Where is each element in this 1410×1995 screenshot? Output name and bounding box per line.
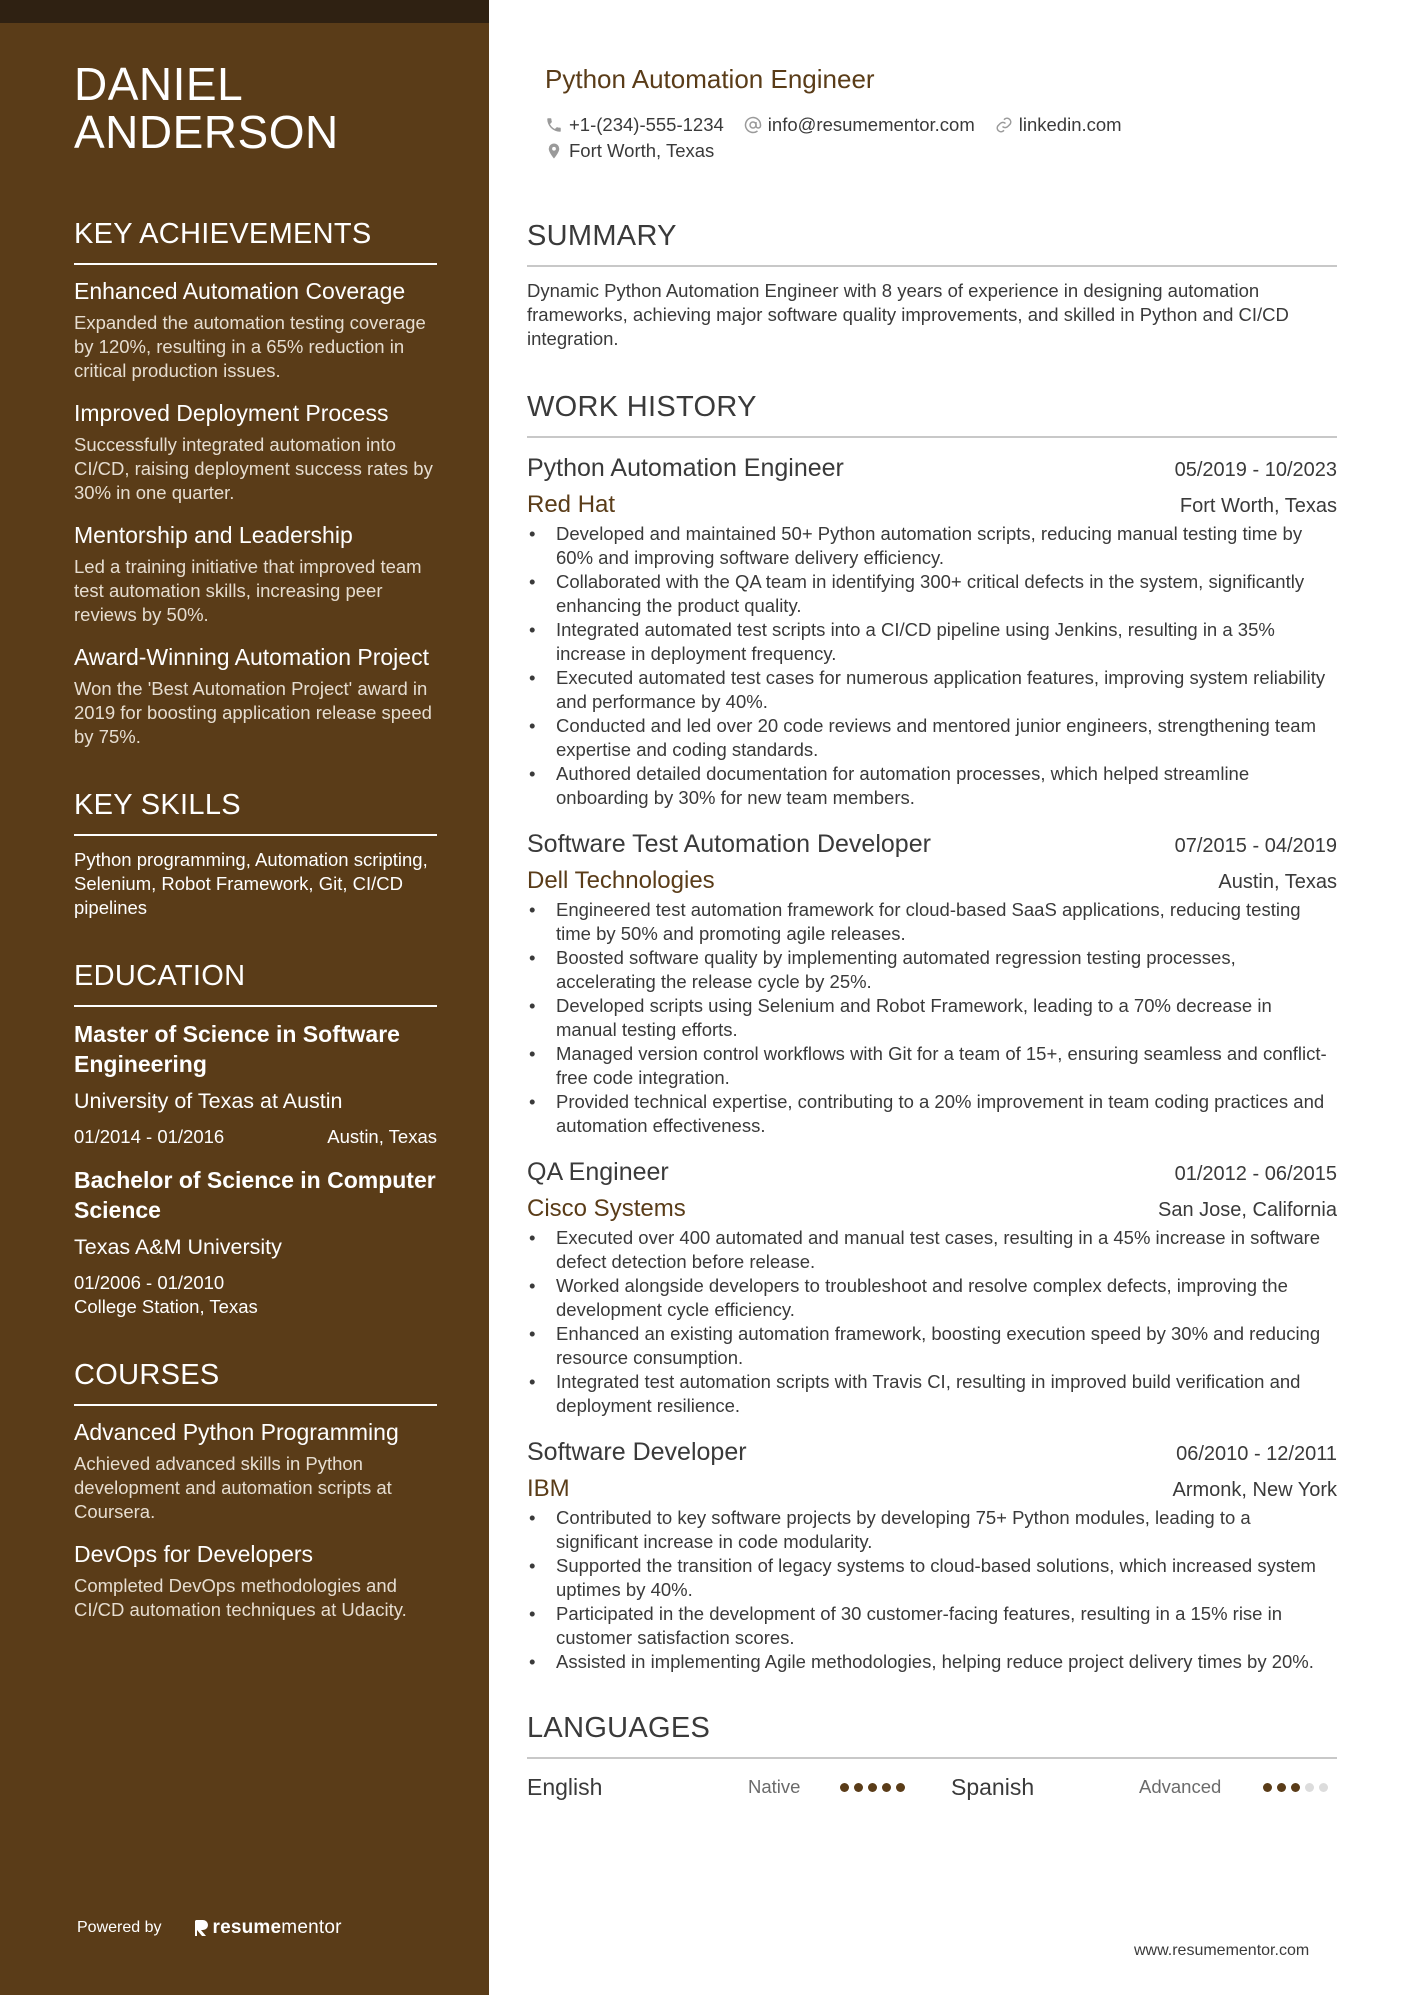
achievement-desc: Won the 'Best Automation Project' award in 2019 for boosting application release speed by 75%. — [74, 678, 432, 747]
achievement-desc: Led a training initiative that improved team test automation skills, increasing peer reviews by 50%. — [74, 556, 422, 625]
languages-heading: LANGUAGES — [527, 1712, 1337, 1759]
job-bullets — [527, 898, 1337, 1138]
job-location: San Jose, California — [1158, 1199, 1337, 1221]
job-dates: 01/2012 - 06/2015 — [1174, 1163, 1337, 1185]
job-bullet: • Developed scripts using Selenium and Robot Framework, leading to a 70% decrease in manual testing efforts. — [527, 994, 1337, 1042]
sidebar — [0, 0, 489, 1995]
education-degree: Bachelor of Science in Computer Science — [74, 1167, 436, 1223]
achievement-desc: Successfully integrated automation into CI/CD, raising deployment success rates by 30% in one quarter. — [74, 434, 433, 503]
job-header — [527, 1156, 1337, 1188]
job-location: Fort Worth, Texas — [1179, 495, 1337, 517]
powered-by — [77, 1917, 342, 1939]
resumementor-logo-icon — [194, 1919, 209, 1937]
language-level: Native — [748, 1776, 801, 1797]
achievement-desc: Expanded the automation testing coverage by 120%, resulting in a 65% reduction in critical production issues. — [74, 312, 426, 381]
phone-icon — [545, 116, 563, 134]
job-role: Software Test Automation Developer — [527, 830, 931, 858]
job-bullet: • Supported the transition of legacy systems to cloud-based solutions, which increased system uptimes by 40%. — [527, 1554, 1337, 1602]
education-dates: 01/2006 - 01/2010 — [74, 1272, 225, 1293]
job-bullet: • Conducted and led over 20 code reviews and mentored junior engineers, strengthening team expertise and coding standards. — [527, 714, 1337, 762]
job-entry — [527, 452, 1337, 810]
job-header — [527, 828, 1337, 860]
courses-section — [74, 1359, 437, 1622]
language-proficiency-dots — [1263, 1783, 1333, 1792]
job-bullet: • Integrated automated test scripts into a CI/CD pipeline using Jenkins, resulting in a 35% increase in deployment frequency. — [527, 618, 1337, 666]
sidebar-content — [74, 60, 437, 1622]
job-role: Python Automation Engineer — [527, 454, 844, 482]
name-first: DANIEL — [74, 58, 244, 110]
contact-phone[interactable] — [545, 114, 724, 136]
job-bullet: • Boosted software quality by implementing automated regression testing processes, accelerating the release cycle by 25%. — [527, 946, 1337, 994]
contact-location — [545, 140, 714, 162]
job-subheader — [527, 1194, 1337, 1224]
job-bullet: • Worked alongside developers to troubleshoot and resolve complex defects, improving the development cycle efficiency. — [527, 1274, 1337, 1322]
achievements-heading: KEY ACHIEVEMENTS — [74, 218, 437, 265]
job-bullet: • Collaborated with the QA team in identifying 300+ critical defects in the system, significantly enhancing the product quality. — [527, 570, 1337, 618]
summary-section — [527, 220, 1337, 351]
education-degree: Master of Science in Software Engineering — [74, 1021, 400, 1077]
contact-info — [545, 112, 1325, 164]
language-level: Advanced — [1139, 1776, 1222, 1797]
job-role: QA Engineer — [527, 1158, 669, 1186]
course-item — [74, 1540, 437, 1622]
job-header — [527, 452, 1337, 484]
at-sign-icon — [744, 116, 762, 134]
education-item — [74, 1165, 437, 1319]
job-dates: 06/2010 - 12/2011 — [1176, 1443, 1337, 1465]
job-bullets — [527, 522, 1337, 810]
proficiency-dot-empty — [1305, 1783, 1314, 1792]
logo-brand-bold: resume — [212, 1917, 282, 1938]
education-heading: EDUCATION — [74, 960, 437, 1007]
proficiency-dot-filled — [882, 1783, 891, 1792]
job-entry — [527, 1436, 1337, 1674]
job-company: Cisco Systems — [527, 1195, 686, 1222]
job-location: Austin, Texas — [1218, 871, 1337, 893]
main-content — [527, 220, 1337, 1803]
language-proficiency-dots — [840, 1783, 910, 1792]
job-bullet: • Authored detailed documentation for automation processes, which helped streamline onboarding by 30% for new team members. — [527, 762, 1337, 810]
job-bullet: • Contributed to key software projects by developing 75+ Python modules, leading to a significant increase in code modularity. — [527, 1506, 1337, 1554]
work-history-heading: WORK HISTORY — [527, 391, 1337, 438]
course-desc: Completed DevOps methodologies and CI/CD automation techniques at Udacity. — [74, 1575, 407, 1620]
education-dates: 01/2014 - 01/2016 — [74, 1126, 225, 1147]
proficiency-dot-filled — [896, 1783, 905, 1792]
job-company: IBM — [527, 1475, 570, 1502]
job-bullet: • Integrated test automation scripts with Travis CI, resulting in improved build verification and deployment resilience. — [527, 1370, 1337, 1418]
skills-heading: KEY SKILLS — [74, 789, 437, 836]
course-item — [74, 1418, 437, 1524]
job-entry — [527, 828, 1337, 1138]
achievements-section — [74, 218, 437, 749]
language-name: English — [527, 1773, 603, 1800]
resumementor-logo[interactable] — [194, 1917, 342, 1939]
email-text: info@resumementor.com — [767, 114, 975, 135]
achievement-item — [74, 399, 437, 505]
logo-brand-light: mentor — [281, 1917, 342, 1938]
job-subheader — [527, 866, 1337, 896]
job-bullets — [527, 1226, 1337, 1418]
contact-email[interactable] — [744, 114, 975, 136]
job-location: Armonk, New York — [1172, 1479, 1337, 1501]
achievement-item — [74, 521, 437, 627]
education-meta — [74, 1125, 437, 1149]
achievement-item — [74, 643, 437, 749]
headline: Python Automation Engineer — [545, 64, 875, 94]
job-bullet: • Managed version control workflows with Git for a team of 15+, ensuring seamless and conflict-free code integration. — [527, 1042, 1337, 1090]
achievement-title: Mentorship and Leadership — [74, 522, 353, 548]
contact-row — [545, 112, 1325, 138]
course-title: DevOps for Developers — [74, 1541, 314, 1567]
job-company: Red Hat — [527, 491, 616, 518]
achievement-title: Enhanced Automation Coverage — [74, 278, 406, 304]
education-meta — [74, 1271, 437, 1319]
proficiency-dot-filled — [1291, 1783, 1300, 1792]
job-bullet: • Assisted in implementing Agile methodologies, helping reduce project delivery times by 20%. — [527, 1650, 1337, 1674]
work-history-section — [527, 391, 1337, 1674]
job-bullet: • Executed automated test cases for numerous application features, improving system reliability and performance by 40%. — [527, 666, 1337, 714]
education-location: Austin, Texas — [327, 1126, 437, 1147]
language-item — [527, 1774, 951, 1801]
phone-text: +1-(234)-555-1234 — [569, 114, 724, 135]
education-school: Texas A&M University — [74, 1235, 282, 1259]
proficiency-dot-filled — [1263, 1783, 1272, 1792]
proficiency-dot-filled — [1277, 1783, 1286, 1792]
job-company: Dell Technologies — [527, 867, 715, 894]
summary-text: Dynamic Python Automation Engineer with 8 years of experience in designing automation frameworks, achieving major software quality improvements, and skilled in Python and CI/CD integration. — [527, 280, 1289, 349]
location-text: Fort Worth, Texas — [569, 140, 715, 161]
proficiency-dot-filled — [840, 1783, 849, 1792]
job-bullet: • Participated in the development of 30 customer-facing features, resulting in a 15% rise in customer satisfaction scores. — [527, 1602, 1337, 1650]
linkedin-text: linkedin.com — [1018, 114, 1122, 135]
language-item — [951, 1774, 1337, 1801]
job-bullet: • Engineered test automation framework for cloud-based SaaS applications, reducing testing time by 50% and promoting agile releases. — [527, 898, 1337, 946]
language-name: Spanish — [951, 1773, 1035, 1800]
job-dates: 05/2019 - 10/2023 — [1174, 459, 1337, 481]
name-last: ANDERSON — [74, 106, 339, 158]
education-location: College Station, Texas — [74, 1296, 258, 1317]
contact-linkedin[interactable] — [995, 114, 1122, 136]
link-icon — [995, 116, 1013, 134]
education-item — [74, 1019, 437, 1149]
job-bullet: • Executed over 400 automated and manual test cases, resulting in a 45% increase in software defect detection before release. — [527, 1226, 1337, 1274]
job-subheader — [527, 1474, 1337, 1504]
job-header — [527, 1436, 1337, 1468]
education-school: University of Texas at Austin — [74, 1089, 343, 1113]
course-title: Advanced Python Programming — [74, 1419, 399, 1445]
education-section — [74, 960, 437, 1319]
job-bullet: • Enhanced an existing automation framework, boosting execution speed by 30% and reducing resource consumption. — [527, 1322, 1337, 1370]
location-pin-icon — [545, 142, 563, 160]
proficiency-dot-empty — [1319, 1783, 1328, 1792]
job-bullets — [527, 1506, 1337, 1674]
footer-url[interactable]: www.resumementor.com — [1134, 1942, 1310, 1959]
job-role: Software Developer — [527, 1438, 747, 1466]
courses-heading: COURSES — [74, 1359, 437, 1406]
sidebar-top-bar — [0, 0, 489, 23]
languages-section — [527, 1712, 1337, 1803]
achievement-title: Improved Deployment Process — [74, 400, 389, 426]
achievement-title: Award-Winning Automation Project — [74, 644, 429, 670]
job-entry — [527, 1156, 1337, 1418]
contact-row — [545, 138, 1325, 164]
languages-row — [527, 1771, 1337, 1803]
job-bullet: • Developed and maintained 50+ Python automation scripts, reducing manual testing time by 60% and improving software delivery efficiency. — [527, 522, 1337, 570]
skills-text: Python programming, Automation scripting, Selenium, Robot Framework, Git, CI/CD pipelines — [74, 849, 428, 918]
course-desc: Achieved advanced skills in Python development and automation scripts at Coursera. — [74, 1453, 392, 1522]
job-subheader — [527, 490, 1337, 520]
proficiency-dot-filled — [868, 1783, 877, 1792]
job-bullet: • Provided technical expertise, contributing to a 20% improvement in team coding practices and automation effectiveness. — [527, 1090, 1337, 1138]
skills-section — [74, 789, 437, 920]
powered-by-label: Powered by — [77, 1919, 162, 1936]
achievement-item — [74, 277, 437, 383]
job-dates: 07/2015 - 04/2019 — [1174, 835, 1337, 857]
proficiency-dot-filled — [854, 1783, 863, 1792]
candidate-name — [74, 60, 437, 156]
summary-heading: SUMMARY — [527, 220, 1337, 267]
